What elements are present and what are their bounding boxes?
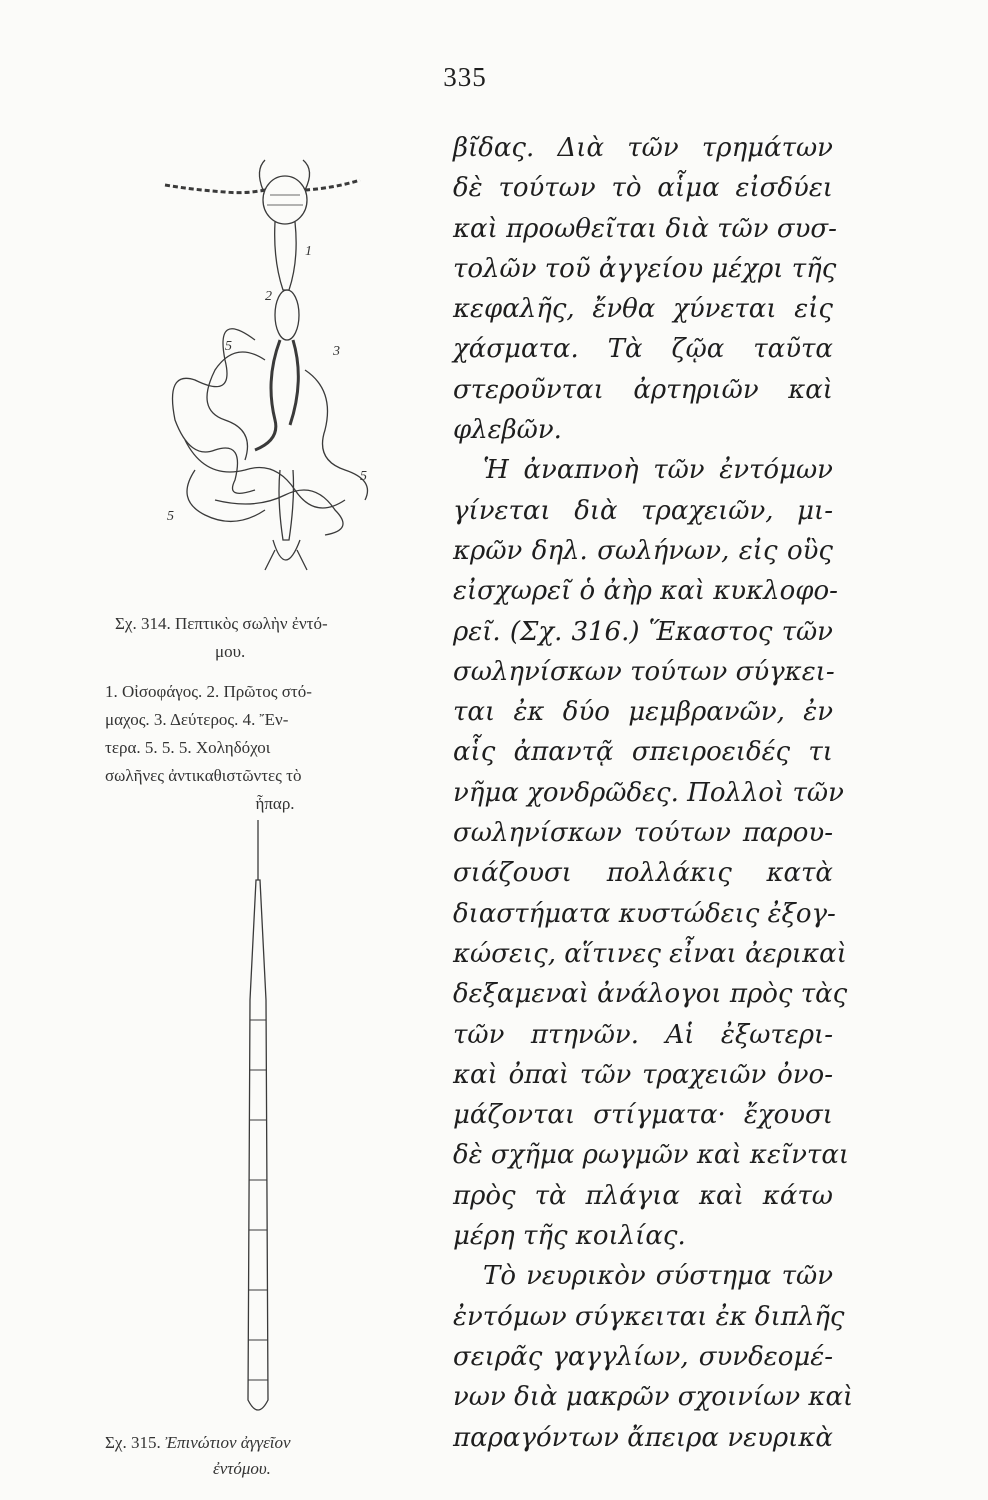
label-5c: 5: [360, 469, 367, 484]
figure-314-title-2: μου.: [215, 642, 246, 661]
text-line: διαστήματα κυστώδεις ἐξογ-: [453, 898, 836, 929]
text-line: ρεῖ. (Σχ. 316.) Ἕκαστος τῶν: [453, 616, 833, 647]
text-line: μέρη τῆς κοιλίας.: [453, 1221, 686, 1252]
digestive-tube-illustration: [155, 140, 395, 595]
text-line: Ἡ ἀναπνοὴ τῶν ἐντόμων: [483, 455, 833, 486]
text-line: νων διὰ μακρῶν σχοινίων καὶ: [453, 1382, 854, 1413]
text-line: δὲ σχῆμα ρωγμῶν καὶ κεῖνται: [453, 1140, 850, 1171]
figure-314-caption: [105, 610, 445, 818]
text-line: Τὸ νευρικὸν σύστημα τῶν: [483, 1261, 833, 1292]
text-line: τῶν πτηνῶν. Αἱ ἐξωτερι-: [453, 1019, 833, 1050]
text-line: βῖδας. Διὰ τῶν τρημάτων: [453, 133, 833, 163]
text-line: παραγόντων ἄπειρα νευρικὰ: [453, 1422, 833, 1453]
text-line: κρῶν δηλ. σωλήνων, εἰς οὓς: [453, 535, 833, 566]
text-line: μάζονται στίγματα· ἔχουσι: [453, 1100, 833, 1131]
text-line: τολῶν τοῦ ἀγγείου μέχρι τῆς: [453, 253, 837, 284]
legend-line: 1. Οἰσοφάγος. 2. Πρῶτος στό-: [105, 682, 312, 701]
legend-line: μαχος. 3. Δεύτερος. 4. Ἔν-: [105, 710, 289, 729]
figure-315-title-2: ἐντόμου.: [213, 1459, 271, 1478]
label-5a: 5: [225, 339, 232, 354]
text-line: χάσματα. Τὰ ζῷα ταῦτα: [453, 334, 833, 365]
figure-315-caption: [105, 1430, 425, 1482]
label-5b: 5: [167, 509, 174, 524]
figure-314-title-1: Πεπτικὸς σωλὴν ἐντό-: [174, 614, 328, 633]
text-line: στεροῦνται ἀρτηριῶν καὶ: [453, 374, 833, 405]
text-line: κεφαλῆς, ἔνθα χύνεται εἰς: [453, 294, 833, 325]
text-line: γίνεται διὰ τραχειῶν, μι-: [453, 495, 833, 526]
text-line: καὶ ὀπαὶ τῶν τραχειῶν ὀνο-: [453, 1059, 833, 1090]
text-line: σειρᾶς γαγγλίων, συνδεομέ-: [453, 1341, 833, 1372]
label-2: 2: [265, 289, 272, 304]
figure-314-prefix: Σχ. 314.: [115, 614, 171, 633]
text-line: νῆμα χονδρῶδες. Πολλοὶ τῶν: [453, 777, 844, 808]
page-number: 335: [443, 62, 487, 92]
text-line: ται ἐκ δύο μεμβρανῶν, ἐν: [453, 697, 833, 728]
label-3: 3: [333, 344, 340, 359]
figure-315-title-1: Ἐπινώτιον ἀγγεῖον: [164, 1433, 291, 1452]
text-line: σωληνίσκων τούτων σύγκει-: [453, 656, 835, 687]
text-line: δὲ τούτων τὸ αἷμα εἰσδύει: [453, 173, 833, 204]
text-line: αἷς ἀπαντᾷ σπειροειδές τι: [453, 737, 833, 768]
legend-line: σωλῆνες ἀντικαθιστῶντες τὸ: [105, 766, 302, 785]
text-line: σωληνίσκων τούτων παρου-: [453, 818, 833, 849]
text-line: φλεβῶν.: [453, 415, 562, 446]
text-line: πρὸς τὰ πλάγια καὶ κάτω: [453, 1180, 833, 1211]
label-1: 1: [305, 244, 312, 259]
text-line: καὶ προωθεῖται διὰ τῶν συσ-: [453, 213, 837, 244]
dorsal-vessel-illustration: [210, 820, 310, 1420]
body-text: [453, 128, 854, 1458]
legend-line: τερα. 5. 5. 5. Χοληδόχοι: [105, 738, 271, 757]
figure-314-legend: [105, 678, 445, 818]
text-line: δεξαμεναὶ ἀνάλογοι πρὸς τὰς: [453, 979, 848, 1010]
text-line: κώσεις, αἵτινες εἶναι ἀερικαὶ: [453, 938, 847, 969]
figure-315-prefix: Σχ. 315.: [105, 1433, 161, 1452]
legend-line: ἧπαρ.: [255, 794, 295, 813]
figure-314-title: [105, 610, 445, 666]
text-line: ἐντόμων σύγκειται ἐκ διπλῆς: [453, 1301, 845, 1332]
text-line: σιάζουσι πολλάκις κατὰ: [453, 858, 833, 889]
text-line: εἰσχωρεῖ ὁ ἀὴρ καὶ κυκλοφο-: [453, 576, 838, 607]
